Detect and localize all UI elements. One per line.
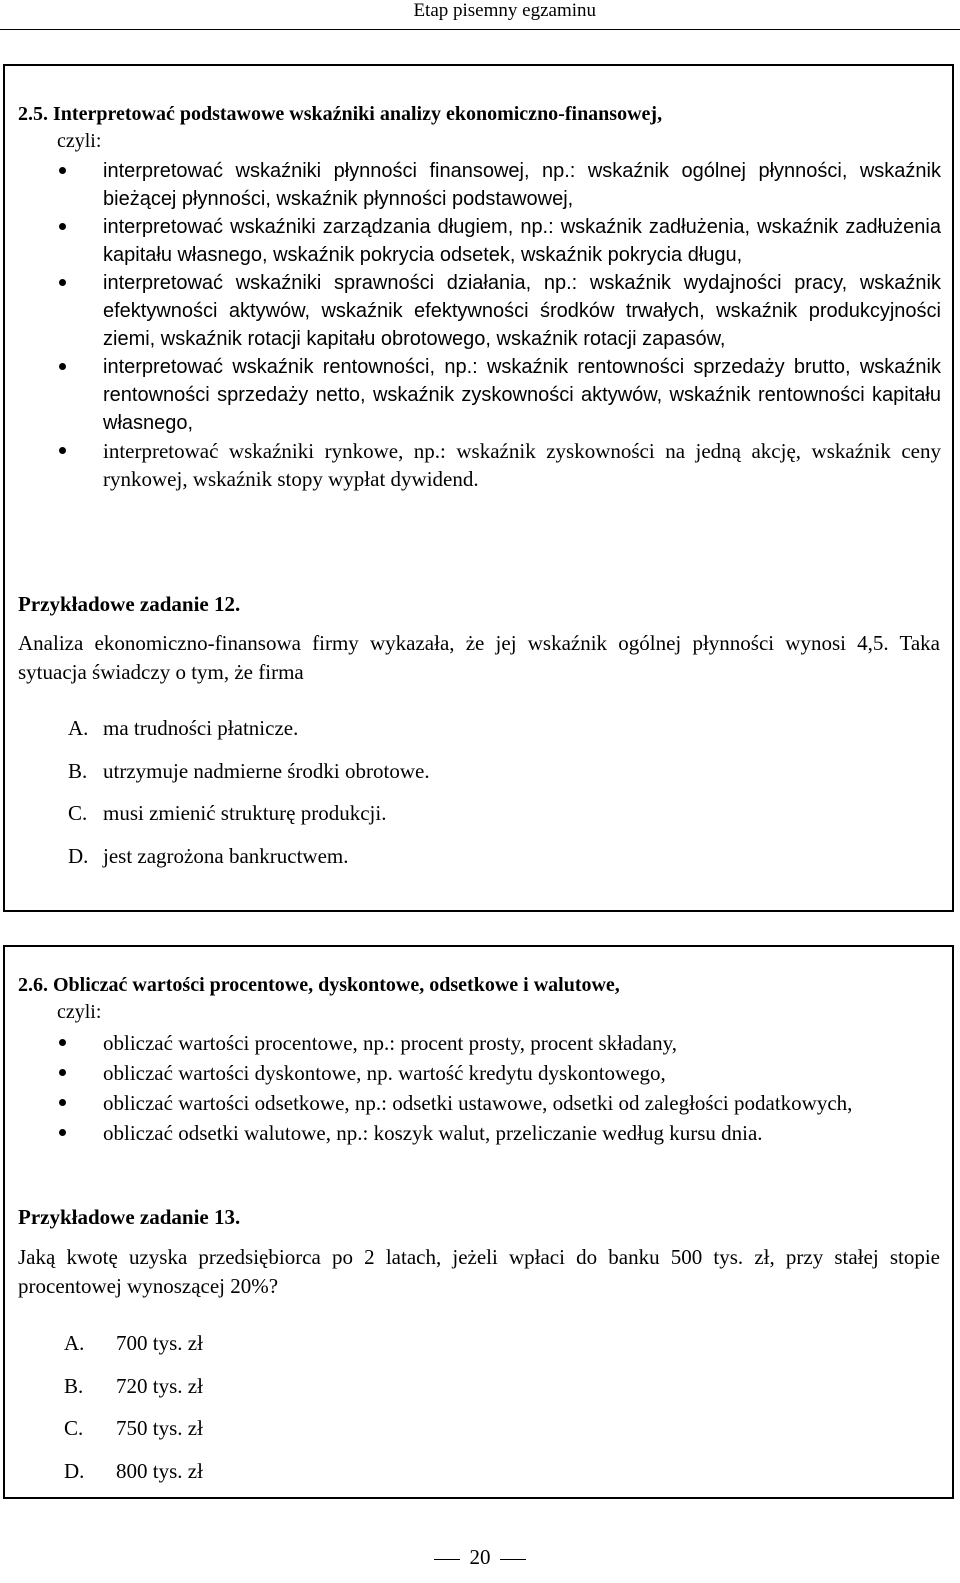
bullet-list xyxy=(103,1029,941,1147)
answer-d xyxy=(68,844,348,868)
answer-label: C. xyxy=(64,1416,84,1440)
answer-text: 750 tys. zł xyxy=(116,1416,203,1440)
bullet-list xyxy=(103,157,941,493)
czyli-label: czyli: xyxy=(57,130,102,152)
answer-label: B. xyxy=(64,1374,84,1398)
list-item: interpretować wskaźniki zarządzania długiem, np.: wskaźnik zadłużenia, wskaźnik zadłużenia kapitału własnego, wskaźnik pokrycia odsetek, wskaźnik pokrycia długu, xyxy=(103,213,941,269)
answer-text: jest zagrożona bankructwem. xyxy=(103,844,349,868)
answer-text: utrzymuje nadmierne środki obrotowe. xyxy=(103,759,430,783)
answer-text: 720 tys. zł xyxy=(116,1374,203,1398)
answer-label: D. xyxy=(64,1459,85,1483)
list-item: interpretować wskaźnik rentowności, np.: wskaźnik rentowności sprzedaży brutto, wskaźnik rentowności sprzedaży netto, wskaźnik zyskowności aktywów, wskaźnik rentowności kapitału własnego, xyxy=(103,353,941,437)
answer-label: B. xyxy=(68,759,88,783)
example-text: Analiza ekonomiczno-finansowa firmy wykazała, że jej wskaźnik ogólnej płynności wynosi 4,5. Taka sytuacja świadczy o tym, że firma xyxy=(18,631,940,684)
answer-label: C. xyxy=(68,801,88,825)
answer-text: ma trudności płatnicze. xyxy=(103,716,299,740)
page-header xyxy=(0,0,960,30)
answer-text: 700 tys. zł xyxy=(116,1331,203,1355)
section-2-6-box xyxy=(3,945,954,1499)
list-item: interpretować wskaźniki płynności finansowej, np.: wskaźnik ogólnej płynności, wskaźnik bieżącej płynności, wskaźnik płynności podstawowej, xyxy=(103,157,941,213)
answer-label: A. xyxy=(68,716,89,740)
example-title: Przykładowe zadanie 13. xyxy=(18,1205,241,1229)
czyli-label: czyli: xyxy=(57,1001,102,1023)
page-number-value: 20 xyxy=(469,1545,491,1569)
list-item: obliczać wartości dyskontowe, np. wartość kredytu dyskontowego, xyxy=(103,1059,941,1087)
list-item: interpretować wskaźniki sprawności działania, np.: wskaźnik wydajności pracy, wskaźnik efektywności aktywów, wskaźnik efektywności środków trwałych, wskaźnik produkcyjności ziemi, wskaźnik rotacji kapitału obrotowego, wskaźnik rotacji zapasów, xyxy=(103,269,941,353)
answer-label: A. xyxy=(64,1331,85,1355)
list-item: interpretować wskaźniki rynkowe, np.: wskaźnik zyskowności na jedną akcję, wskaźnik ceny rynkowej, wskaźnik stopy wypłat dywidend. xyxy=(103,439,941,491)
answer-text: musi zmienić strukturę produkcji. xyxy=(103,801,387,825)
answer-c xyxy=(64,1416,203,1440)
section-title: 2.5. Interpretować podstawowe wskaźniki analizy ekonomiczno-finansowej, xyxy=(18,103,663,125)
section-title: 2.6. Obliczać wartości procentowe, dyskontowe, odsetkowe i walutowe, xyxy=(18,974,620,996)
answer-b xyxy=(64,1374,203,1398)
answer-a xyxy=(68,716,298,740)
example-text: Jaką kwotę uzyska przedsiębiorca po 2 latach, jeżeli wpłaci do banku 500 tys. zł, przy stałej stopie procentowej wynoszącej 20%? xyxy=(18,1245,940,1298)
dash-left xyxy=(434,1559,460,1560)
dash-right xyxy=(500,1559,526,1560)
page-number xyxy=(0,1545,960,1569)
answer-c xyxy=(68,801,386,825)
example-title: Przykładowe zadanie 12. xyxy=(18,592,241,616)
section-2-5-box xyxy=(3,64,954,912)
header-title: Etap pisemny egzaminu xyxy=(413,0,596,21)
answer-b xyxy=(68,759,430,783)
list-item: obliczać wartości odsetkowe, np.: odsetki ustawowe, odsetki od zaległości podatkowych, xyxy=(103,1089,941,1117)
list-item: obliczać odsetki walutowe, np.: koszyk walut, przeliczanie według kursu dnia. xyxy=(103,1119,941,1147)
answer-d xyxy=(64,1459,203,1483)
answer-text: 800 tys. zł xyxy=(116,1459,203,1483)
answer-a xyxy=(64,1331,203,1355)
answer-label: D. xyxy=(68,844,89,868)
list-item: obliczać wartości procentowe, np.: procent prosty, procent składany, xyxy=(103,1029,941,1057)
